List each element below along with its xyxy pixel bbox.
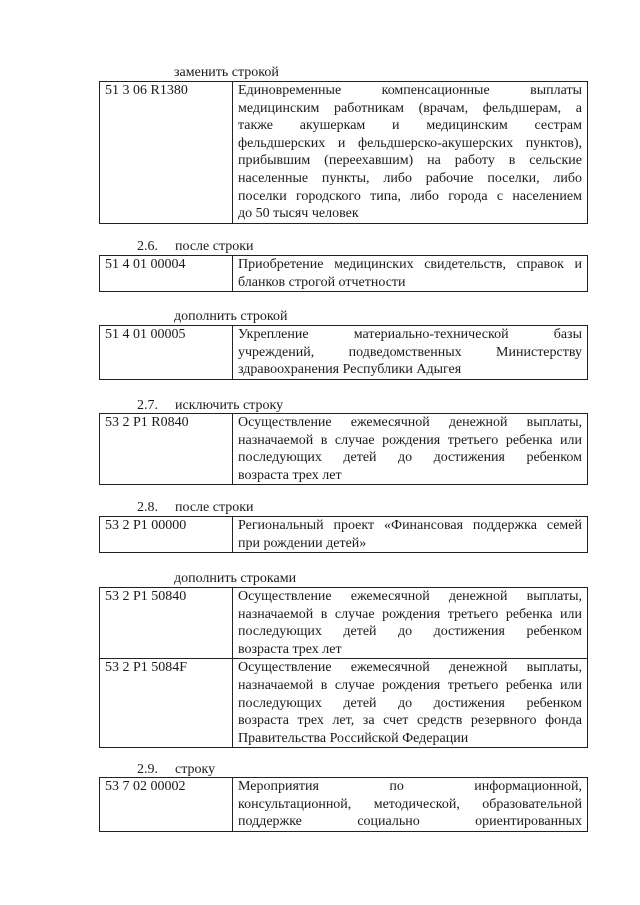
section-text: дополнить строками bbox=[174, 571, 297, 586]
text-line: последующих детей до достижения ребенком bbox=[238, 450, 582, 466]
text-line: назначаемой в случае рождения третьего ребенка или bbox=[238, 432, 582, 448]
text-line: при рождении детей» bbox=[238, 535, 367, 551]
text-line: последующих детей до достижения ребенком bbox=[238, 624, 582, 640]
section-table-3 bbox=[99, 413, 588, 485]
row-code: 53 7 02 00002 bbox=[100, 778, 233, 832]
section-number: 2.8. bbox=[137, 500, 158, 515]
section-number: 2.7. bbox=[137, 398, 158, 413]
section-label-4 bbox=[137, 500, 254, 516]
table-row bbox=[100, 256, 588, 292]
section-label-1 bbox=[137, 239, 254, 255]
text-line: Осуществление ежемесячной денежной выплаты, bbox=[238, 660, 582, 676]
text-line: Осуществление ежемесячной денежной выплаты, bbox=[238, 415, 582, 430]
text-line: назначаемой в случае рождения третьего ребенка или bbox=[238, 677, 582, 693]
table-row bbox=[100, 778, 588, 832]
section-text: дополнить строкой bbox=[174, 309, 288, 324]
text-line: Приобретение медицинских свидетельств, справок и bbox=[238, 257, 582, 272]
table-row bbox=[100, 326, 588, 380]
text-line: последующих детей до достижения ребенком bbox=[238, 695, 582, 711]
row-code: 51 4 01 00005 bbox=[100, 326, 233, 380]
section-label-3 bbox=[137, 398, 283, 414]
row-text bbox=[233, 326, 588, 380]
text-line: медицинским работникам (врачам, фельдшерам, а bbox=[238, 100, 582, 116]
row-text bbox=[233, 778, 588, 832]
section-table-4 bbox=[99, 516, 588, 553]
text-line: здравоохранения Республики Адыгея bbox=[238, 362, 462, 378]
text-line: Осуществление ежемесячной денежной выплаты, bbox=[238, 589, 582, 604]
section-number: 2.9. bbox=[137, 762, 158, 777]
text-line: Мероприятия по информационной, bbox=[238, 779, 582, 794]
section-text: заменить строкой bbox=[174, 65, 279, 80]
section-label-6 bbox=[137, 762, 215, 778]
row-code: 53 2 P1 00000 bbox=[100, 517, 233, 553]
text-line: назначаемой в случае рождения третьего ребенка или bbox=[238, 606, 582, 622]
text-line: возраста трех лет bbox=[238, 641, 342, 657]
text-line: Укрепление материально-технической базы bbox=[238, 327, 582, 342]
table-row bbox=[100, 414, 588, 485]
text-line: до 50 тысяч человек bbox=[238, 206, 359, 222]
row-code: 51 4 01 00004 bbox=[100, 256, 233, 292]
section-table-1 bbox=[99, 255, 588, 292]
text-line: Региональный проект «Финансовая поддержка семей bbox=[238, 518, 582, 533]
text-line: учреждений, подведомственных Министерству bbox=[238, 344, 582, 360]
section-label-5 bbox=[174, 571, 296, 587]
section-label-2 bbox=[174, 309, 288, 325]
section-table-2 bbox=[99, 325, 588, 380]
section-number: 2.6. bbox=[137, 239, 158, 254]
section-text: исключить строку bbox=[175, 398, 284, 413]
section-text: после строки bbox=[175, 239, 254, 254]
text-line: прибывшим (переехавшим) на работу в сельские bbox=[238, 153, 582, 169]
section-table-0 bbox=[99, 81, 588, 224]
row-text bbox=[233, 517, 588, 553]
row-code: 53 2 P1 5084F bbox=[100, 659, 233, 748]
row-code: 53 2 P1 50840 bbox=[100, 588, 233, 659]
row-code: 51 3 06 R1380 bbox=[100, 82, 233, 224]
section-table-6 bbox=[99, 777, 588, 832]
row-code: 53 2 P1 R0840 bbox=[100, 414, 233, 485]
table-row bbox=[100, 517, 588, 553]
text-line: возраста трех лет bbox=[238, 467, 342, 483]
text-line: населенные пункты, либо рабочие поселки, либо bbox=[238, 170, 582, 186]
text-line: бланков строгой отчетности bbox=[238, 274, 406, 290]
text-line: консультационной, методической, образовательной bbox=[238, 796, 582, 812]
row-text bbox=[233, 256, 588, 292]
text-line: фельдшерских и фельдшерско-акушерских пунктов), bbox=[238, 135, 582, 151]
section-table-5 bbox=[99, 587, 588, 748]
section-text: после строки bbox=[175, 500, 254, 515]
text-line: поддержке социально ориентированных bbox=[238, 814, 582, 830]
row-text bbox=[233, 659, 588, 748]
section-label-0 bbox=[174, 65, 279, 81]
section-text: строку bbox=[175, 762, 216, 777]
text-line: также акушеркам и медицинским сестрам bbox=[238, 118, 582, 134]
table-row bbox=[100, 588, 588, 659]
table-row bbox=[100, 659, 588, 748]
text-line: Единовременные компенсационные выплаты bbox=[238, 83, 582, 98]
table-row bbox=[100, 82, 588, 224]
row-text bbox=[233, 414, 588, 485]
text-line: поселки городского типа, либо города с населением bbox=[238, 188, 582, 204]
text-line: Правительства Российской Федерации bbox=[238, 730, 469, 746]
row-text bbox=[233, 588, 588, 659]
text-line: возраста трех лет, за счет средств резервного фонда bbox=[238, 713, 582, 729]
row-text bbox=[233, 82, 588, 224]
